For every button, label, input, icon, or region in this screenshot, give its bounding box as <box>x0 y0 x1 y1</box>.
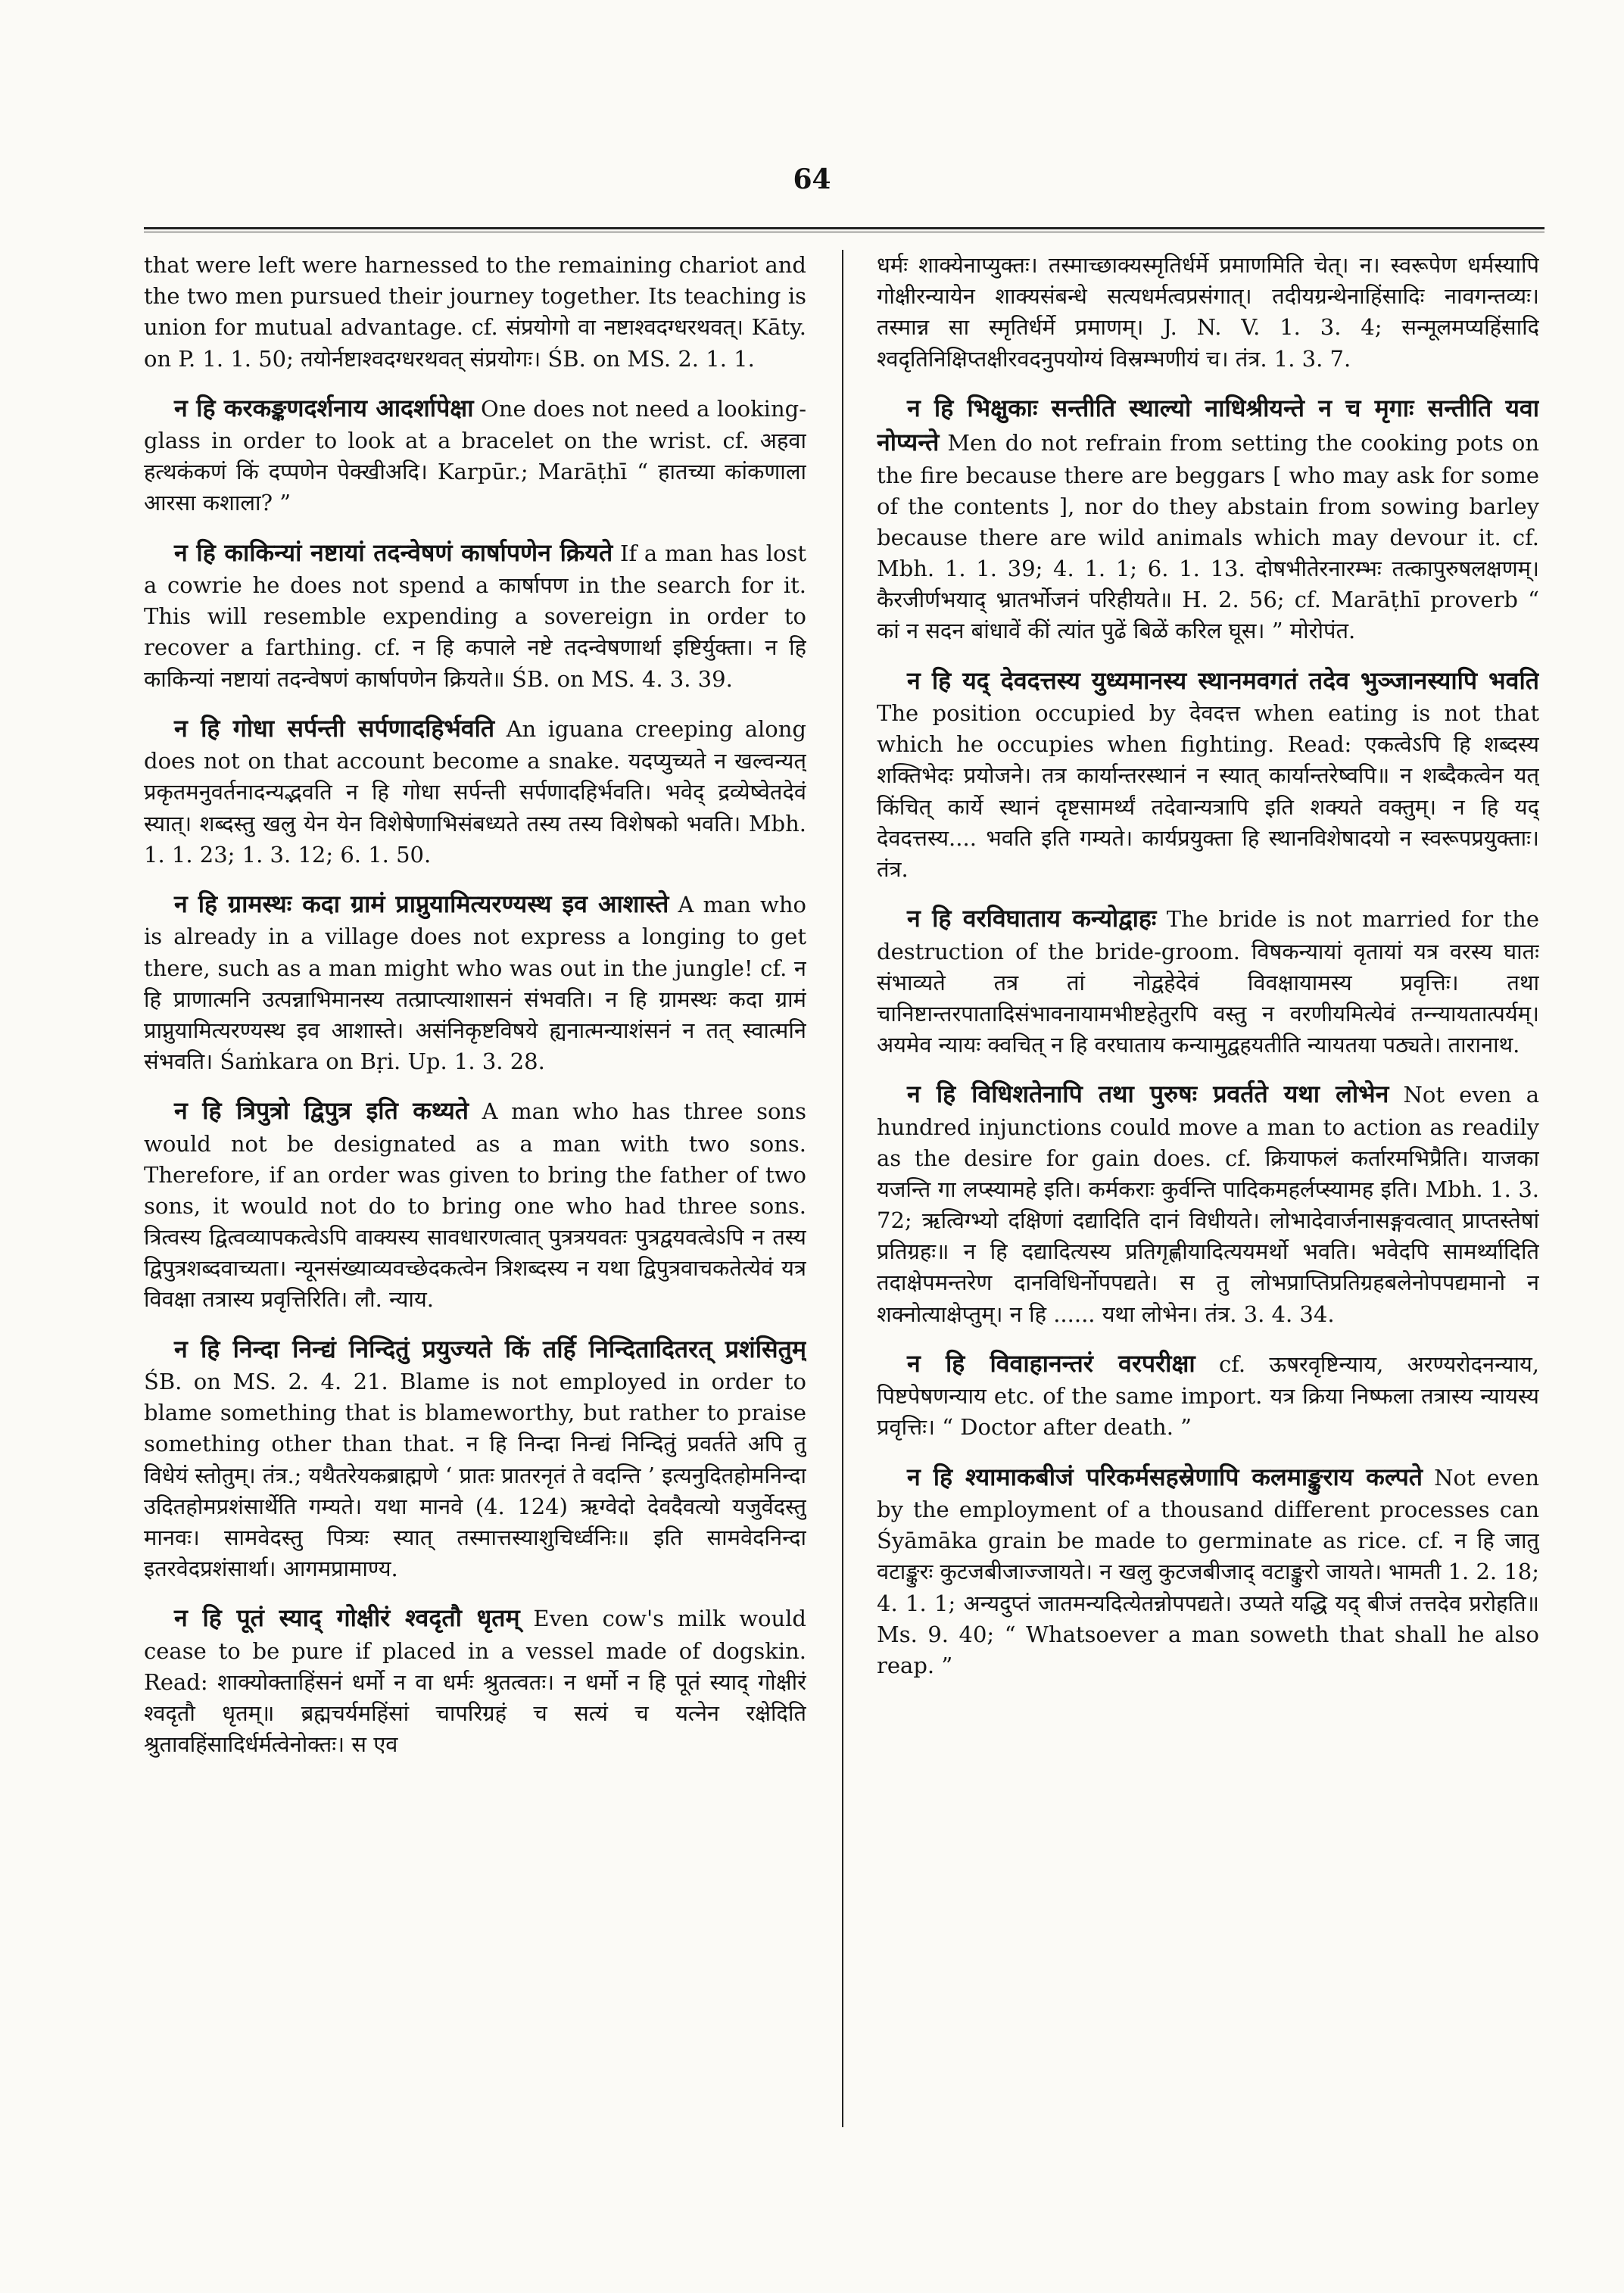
maxim-entry <box>144 712 806 871</box>
maxim-entry <box>877 391 1539 647</box>
maxim-heading: न हि करकङ्कणदर्शनाय आदर्शापेक्षा <box>174 393 474 422</box>
maxim-entry <box>144 1601 806 1760</box>
entry-body: A man who is already in a village does not express a longing to get there, such as a man might who was out in the jungle! cf. न हि प्राणात्मनि उत्पन्नाभिमानस्य तत्प्राप्त्याशासनं संभवति। न हि ग्रामस्थः कदा ग्रामं प्राप्नुयामित्यरण्यस्थ इव आशास्ते। असंनिकृष्टविषये ह्यनात्मन्याशंसनं न तत् स्वात्मनि संभवति। Śaṁkara on Bṛi. Up. 1. 3. 28. <box>144 891 806 1075</box>
entry-body: ŚB. on MS. 2. 4. 21. Blame is not employed in order to blame something that is blameworthy, but rather to praise something other than that. न हि निन्दा निन्द्यं निन्दितुं प्रवर्तते अपि तु विधेयं स्तोतुम्। तंत्र.; यथैतरेयकब्राह्मणे ‘ प्रातः प्रातरनृतं ते वदन्ति ’ इत्यनुदितहोमनिन्दा उदितहोमप्रशंसार्थेति गम्यते। यथा मानवे (4. 124) ऋग्वेदो देवदैवत्यो यजुर्वेदस्तु मानवः। सामवेदस्तु पित्र्यः स्यात् तस्मात्तस्याशुचिर्ध्वनिः॥ इति सामवेदनिन्दा इतरवेदप्रशंसार्था। आगमप्रामाण्य. <box>144 1369 806 1582</box>
entry-body: that were left were harnessed to the remaining chariot and the two men pursued their journey together. Its teaching is union for mutual advantage. cf. संप्रयोगो वा नष्टाश्वदग्धरथवत्। Kāty. on P. 1. 1. 50; तयोर्नष्टाश्वदग्धरथवत् संप्रयोगः। ŚB. on MS. 2. 1. 1. <box>144 252 806 372</box>
maxim-entry <box>144 1332 806 1585</box>
entry-body: An iguana creeping along does not on that account become a snake. यदप्युच्यते न खल्वन्यत् प्रकृतमनुवर्तनादन्यद्भवति न हि गोधा सर्पन्ती सर्पणादहिर्भवति। भवेद् द्रव्येष्वेतदेवं स्यात्। शब्दस्तु खलु येन येन विशेषेणाभिसंबध्यते तस्य तस्य विशेषको भवति। Mbh. 1. 1. 23; 1. 3. 12; 6. 1. 50. <box>144 715 806 868</box>
maxim-heading: न हि भिक्षुकाः सन्तीति स्थाल्यो नाधिश्रीयन्ते न च मृगाः सन्तीति यवा नोप्यन्ते <box>877 393 1539 457</box>
maxim-heading: न हि यद् देवदत्तस्य युध्यमानस्य स्थानमवगतं तदेव भुञ्जानस्यापि भवति <box>907 665 1539 695</box>
right-column <box>877 250 1539 2203</box>
entry-body: धर्मः शाक्येनाप्युक्तः। तस्माच्छाक्यस्मृतिर्धर्मे प्रमाणमिति चेत्। न। स्वरूपेण धर्मस्यापि गोक्षीरन्यायेन शाक्यसंबन्धे सत्यधर्मत्वप्रसंगात्। तदीयग्रन्थेनाहिंसादिः नावगन्तव्यः। तस्मान्न सा स्मृतिर्धर्मे प्रमाणम्। J. N. V. 1. 3. 4; सन्मूलमप्यहिंसादि श्वदृतिनिक्षिप्तक्षीरवदनुपयोग्यं विस्रम्भणीयं च। तंत्र. 1. 3. 7. <box>877 252 1539 372</box>
entry-body: The position occupied by देवदत्त when eating is not that which he occupies when fighting. Read: एकत्वेऽपि हि शब्दस्य शक्तिभेदः प्रयोजने। तत्र कार्यान्तरस्थानं न स्यात् कार्यान्तरेष्वपि॥ न शब्दैकत्वेन यत् किंचित् कार्ये स्थानं दृष्टसामर्थ्यं तदेवान्यत्रापि इति शक्यते वक्तुम्। न हि यद् देवदत्तस्य.... भवति इति गम्यते। कार्यप्रयुक्ता हि स्थानविशेषादयो न स्वरूपप्रयुक्ताः। तंत्र. <box>877 700 1539 882</box>
maxim-heading: न हि वरविघाताय कन्योद्वाहः <box>907 904 1157 933</box>
maxim-heading: न हि विवाहानन्तरं वरपरीक्षा <box>907 1348 1195 1378</box>
entry-body: cf. ऊषरवृष्टिन्याय, अरण्यरोदनन्याय, पिष्टपेषणन्याय etc. of the same import. यत्र क्रिया निष्फला तत्रास्य न्यायस्य प्रवृत्तिः। “ Doctor after death. ” <box>877 1351 1539 1441</box>
entry-body: Even cow's milk would cease to be pure if placed in a vessel made of dogskin. Read: शाक्योक्ताहिंसनं धर्मो न वा धर्मः श्रुतत्वतः। न धर्मो न हि पूतं स्याद् गोक्षीरं श्वदृतौ धृतम्॥ ब्रह्मचर्यमहिंसां चापरिग्रहं च सत्यं च यत्नेन रक्षेदिति श्रुतावहिंसादिर्धर्मत्वेनोक्तः। स एव <box>144 1606 806 1758</box>
maxim-heading: न हि विधिशतेनापि तथा पुरुषः प्रवर्तते यथा लोभेन <box>907 1080 1389 1109</box>
entry-body: The bride is not married for the destruction of the bride-groom. विषकन्यायां वृतायां यत्र वरस्य घातः संभाव्यते तत्र तां नोद्वहेदेवं विवक्षायामस्य प्रवृत्तिः। तथा चानिष्टान्तरपातादिसंभावनायामभीष्टहेतुरपि वस्तु न वरणीयमित्येवं तन्न्यायतात्पर्यम्। अयमेव न्यायः क्वचित् न हि वरघाताय कन्यामुद्वहयतीति न्यायतया पठ्यते। तारानाथ. <box>877 906 1539 1058</box>
entry-body: One does not need a looking-glass in order to look at a bracelet on the wrist. cf. अहवा हत्थकंकणं किं दप्पणेन पेक्खीअदि। Karpūr.; Marāṭhī “ हातच्या कांकणाला आरसा कशाला? ” <box>144 395 806 516</box>
maxim-heading: न हि गोधा सर्पन्ती सर्पणादहिर्भवति <box>174 713 495 743</box>
entry-continuation <box>144 250 806 375</box>
entry-body: If a man has lost a cowrie he does not spend a कार्षापण in the search for it. This will resemble expending a sovereign in order to recover a farthing. cf. न हि कपाले नष्टे तदन्वेषणार्था इष्टिर्युक्ता। न हि काकिन्यां नष्टायां तदन्वेषणं कार्षापणेन क्रियते॥ ŚB. on MS. 4. 3. 39. <box>144 540 806 692</box>
entry-body: Men do not refrain from setting the cooking pots on the fire because there are beggars [ who may ask for some of the contents ], nor do they abstain from sowing barley because there are wild animals which may devour it. cf. Mbh. 1. 1. 39; 4. 1. 1; 6. 1. 13. दोषभीतेरनारम्भः तत्कापुरुषलक्षणम्। कैरजीर्णभयाद् भ्रातर्भोजनं परिहीयते॥ H. 2. 56; cf. Marāṭhī proverb “ कां न सदन बांधावें कीं त्यांत पुढें बिळें करिल घूस। ” मोरोपंत. <box>877 430 1539 644</box>
maxim-entry <box>877 664 1539 885</box>
entry-continuation <box>877 250 1539 375</box>
header-rule <box>144 227 1545 232</box>
maxim-entry <box>877 1460 1539 1681</box>
maxim-heading: न हि काकिन्यां नष्टायां तदन्वेषणं कार्षापणेन क्रियते <box>174 537 613 567</box>
maxim-heading: न हि ग्रामस्थः कदा ग्रामं प्राप्नुयामित्यरण्यस्थ इव आशास्ते <box>174 889 669 918</box>
maxim-entry <box>144 391 806 519</box>
maxim-entry <box>877 1347 1539 1444</box>
page-number: 64 <box>793 164 831 195</box>
maxim-heading: न हि निन्दा निन्द्यं निन्दितुं प्रयुज्यते किं तर्हि निन्दितादितरत् प्रशंसितुम् <box>174 1334 806 1363</box>
column-divider <box>842 250 843 2127</box>
entry-body: A man who has three sons would not be designated as a man with two sons. Therefore, if an order was given to bring the father of two sons, it would not do to bring one who had three sons. त्रित्वस्य द्वित्वव्यापकत्वेऽपि वाक्यस्य सावधारणत्वात् पुत्रत्रयवतः पुत्रद्वयवत्वेऽपि न तस्य द्विपुत्रशब्दवाच्यता। न्यूनसंख्याव्यवच्छेदकत्वेन त्रिशब्दस्य न यथा द्विपुत्रवाचकतेत्येवं यत्र विवक्षा तत्रास्य प्रवृत्तिरिति। लौ. न्याय. <box>144 1098 806 1313</box>
maxim-entry <box>877 902 1539 1061</box>
maxim-heading: न हि श्यामाकबीजं परिकर्मसहस्रेणापि कलमाङ्कुराय कल्पते <box>907 1462 1423 1491</box>
maxim-entry <box>144 1094 806 1315</box>
entry-body: Not even by the employment of a thousand different processes can Śyāmāka grain be made to germinate as rice. cf. न हि जातु वटाङ्कुरः कुटजबीजाज्जायते। न खलु कुटजबीजाद् वटाङ्कुरो जायते। भामती 1. 2. 18; 4. 1. 1; अन्यदुप्तं जातमन्यदित्येतन्नोपपद्यते। उप्यते यद्धि यद् बीजं तत्तदेव प्ररोहति॥ Ms. 9. 40; “ Whatsoever a man soweth that shall he also reap. ” <box>877 1464 1539 1678</box>
maxim-heading: न हि त्रिपुत्रो द्विपुत्र इति कथ्यते <box>174 1096 469 1126</box>
maxim-entry <box>877 1077 1539 1330</box>
left-column <box>144 250 806 2203</box>
maxim-entry <box>144 536 806 695</box>
entry-body: Not even a hundred injunctions could move a man to action as readily as the desire for gain does. cf. क्रियाफलं कर्तारमभिप्रैति। याजका यजन्ति गा लप्स्यामहे इति। कर्मकराः कुर्वन्ति पादिकमहर्लप्स्यामह इति। Mbh. 1. 3. 72; ऋत्विग्भ्यो दक्षिणां दद्यादिति दानं विधीयते। लोभादेवार्जनासङ्गवत्वात् प्राप्तस्तेषां प्रतिग्रहः॥ न हि दद्यादित्यस्य प्रतिगृह्णीयादित्ययमर्थो भवति। भवेदपि सामर्थ्यादिति तदाक्षेपमन्तरेण दानविधिर्नोपपद्यते। स तु लोभप्राप्तिप्रतिग्रहबलेनोपपद्यमानो न शक्नोत्याक्षेप्तुम्। न हि ...... यथा लोभेन। तंत्र. 3. 4. 34. <box>877 1082 1539 1327</box>
maxim-entry <box>144 887 806 1077</box>
maxim-heading: न हि पूतं स्याद् गोक्षीरं श्वदृतौ धृतम् <box>174 1603 520 1633</box>
